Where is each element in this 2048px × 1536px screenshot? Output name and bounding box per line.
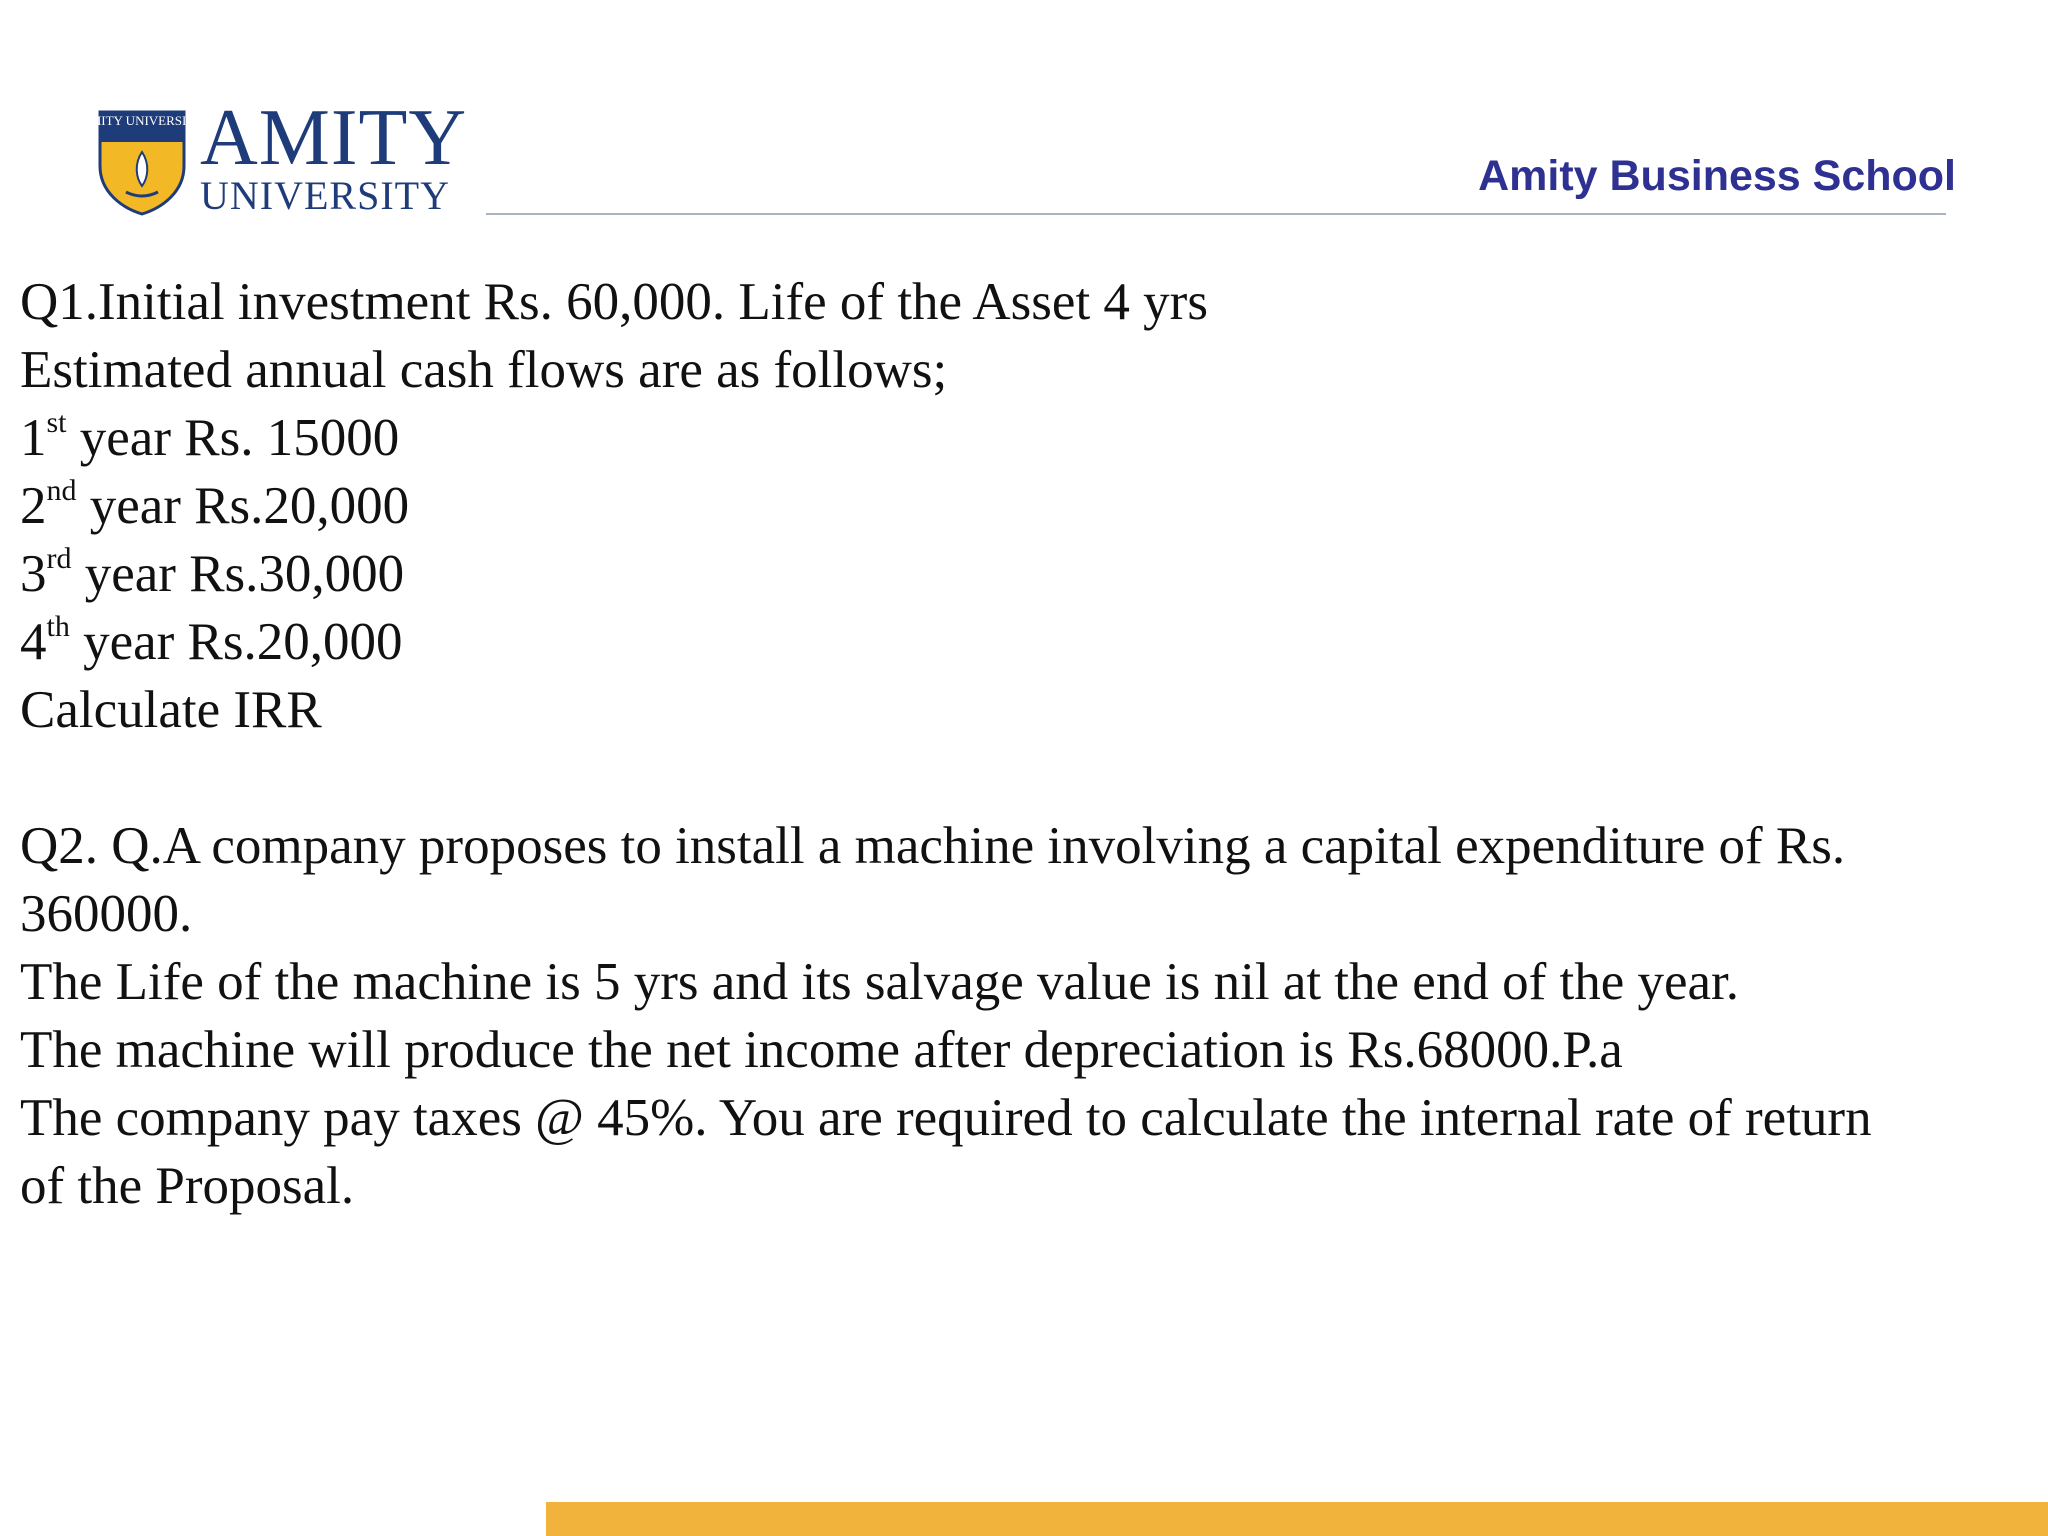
q2-line-4: The machine will produce the net income after depreciation is Rs.68000.P.a [20,1021,1623,1079]
q1-line-2: Estimated annual cash flows are as follows; [20,341,948,399]
q2-line-2: 360000. [20,885,193,943]
logo-wordmark-university: UNIVERSITY [200,173,450,218]
amity-shield-icon [80,108,204,216]
q1-year-4: 4th year Rs.20,000 [20,610,403,671]
q1-line-1: Q1.Initial investment Rs. 60,000. Life of the Asset 4 yrs [20,273,1208,331]
q2-line-5: The company pay taxes @ 45%. You are required to calculate the internal rate of return [20,1089,1872,1147]
logo-wordmark-amity: AMITY [200,94,468,182]
section-gap [20,744,2010,812]
amity-university-logo [80,94,468,218]
footer-accent-bar [546,1502,2048,1536]
q1-year-2: 2nd year Rs.20,000 [20,474,410,535]
svg-text:AMITY UNIVERSITY: AMITY UNIVERSITY [80,113,204,128]
q1-closing: Calculate IRR [20,681,322,739]
q2-line-3: The Life of the machine is 5 yrs and its salvage value is nil at the end of the year. [20,953,1740,1011]
q1-year-1: 1st year Rs. 15000 [20,406,400,467]
q2-line-1: Q2. Q.A company proposes to install a machine involving a capital expenditure of Rs. [20,817,1846,875]
slide-content [20,268,2010,1220]
header-divider [486,213,1946,215]
q1-year-3: 3rd year Rs.30,000 [20,542,405,603]
school-name: Amity Business School [1478,152,1956,200]
q2-line-6: of the Proposal. [20,1157,355,1215]
